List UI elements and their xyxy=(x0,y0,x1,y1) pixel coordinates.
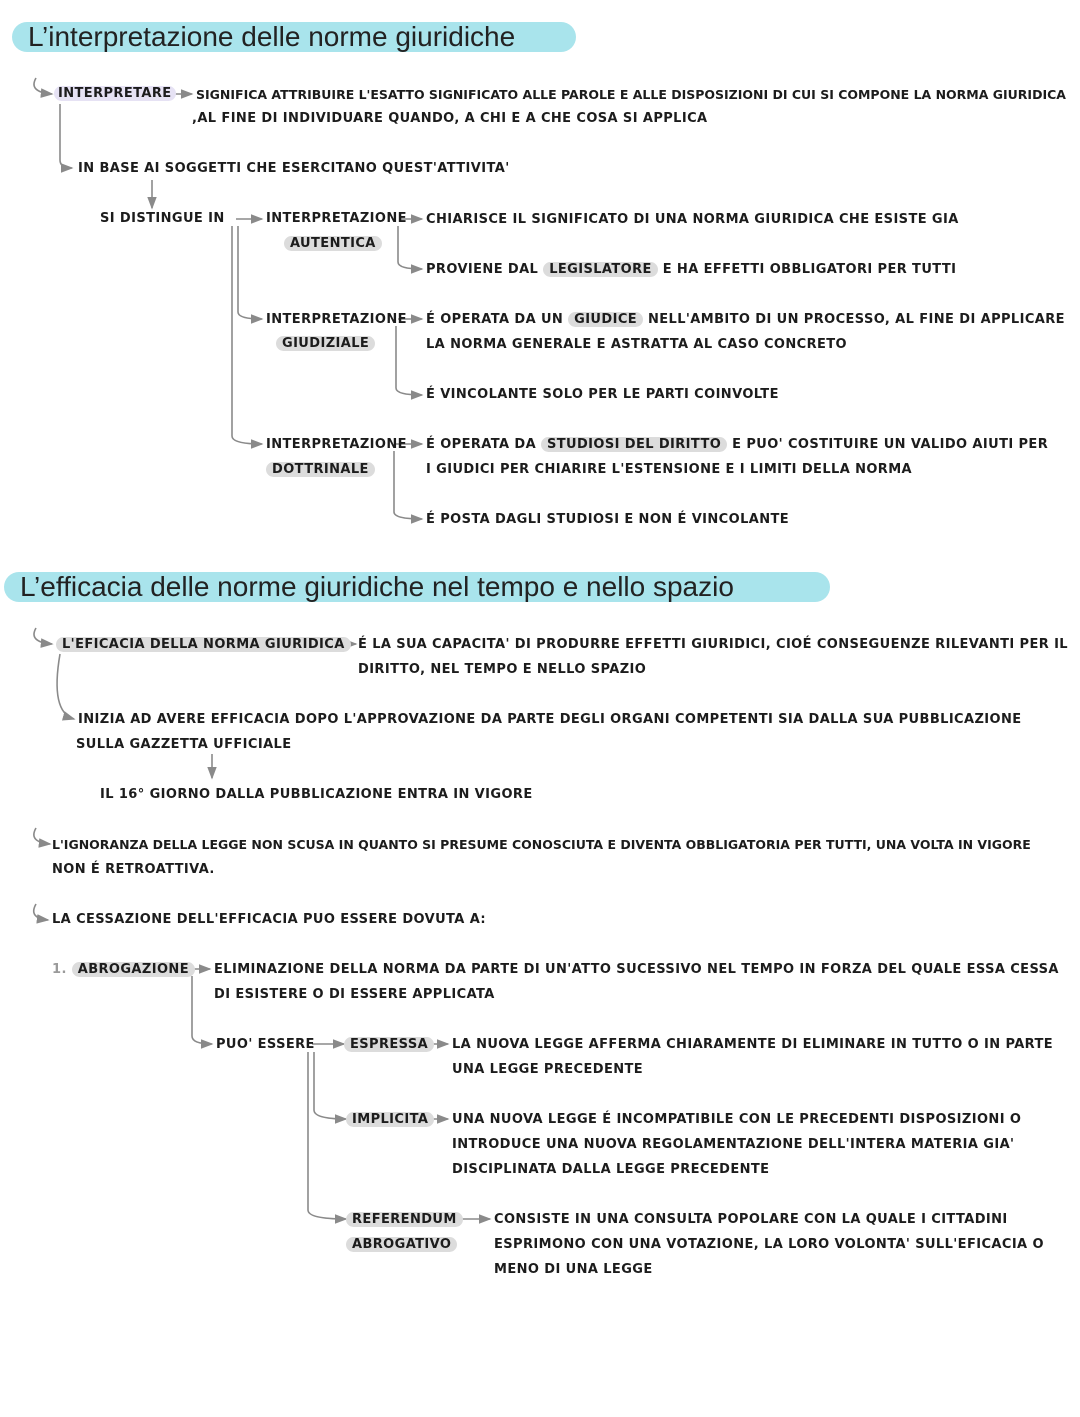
referendum-label1: REFERENDUM xyxy=(346,1207,463,1232)
ignoranza-line2: NON É RETROATTIVA. xyxy=(52,862,215,877)
implicita-line3: DISCIPLINATA DALLA LEGGE PRECEDENTE xyxy=(452,1162,770,1177)
giudiziale-point2: É VINCOLANTE SOLO PER LE PARTI COINVOLTE xyxy=(426,387,779,402)
referendum-line2: ESPRIMONO CON UNA VOTAZIONE, LA LORO VOLONTA' SULL'EFICACIA O xyxy=(494,1237,1044,1252)
inizia-line1: INIZIA AD AVERE EFFICACIA DOPO L'APPROVAZIONE DA PARTE DEGLI ORGANI COMPETENTI SIA DALLA SUA PUBBLICAZIONE xyxy=(78,712,1022,727)
implicita-label: IMPLICITA xyxy=(346,1107,434,1132)
interpretare-def-line2: ,AL FINE DI INDIVIDUARE QUANDO, A CHI E A CHE COSA SI APPLICA xyxy=(192,111,708,126)
interpretare-def-line1: SIGNIFICA ATTRIBUIRE L'ESATTO SIGNIFICATO ALLE PAROLE E ALLE DISPOSIZIONI DI CUI SI COMPONE LA NORMA GIURIDICA xyxy=(196,87,1066,102)
dottrinale-label1: INTERPRETAZIONE xyxy=(266,437,407,452)
inizia-line2: SULLA GAZZETTA UFFICIALE xyxy=(76,737,292,752)
implicita-line1: UNA NUOVA LEGGE É INCOMPATIBILE CON LE PRECEDENTI DISPOSIZIONI O xyxy=(452,1112,1022,1127)
section2-title: L’efficacia delle norme giuridiche nel tempo e nello spazio xyxy=(4,572,830,602)
soggetti-text: IN BASE AI SOGGETTI CHE ESERCITANO QUEST'ATTIVITA' xyxy=(78,161,510,176)
giudiziale-label2: GIUDIZIALE xyxy=(276,331,375,356)
espressa-label: ESPRESSA xyxy=(344,1032,434,1057)
dottrinale-point1-line2: I GIUDICI PER CHIARIRE L'ESTENSIONE E I LIMITI DELLA NORMA xyxy=(426,462,913,477)
giudiziale-point1: É OPERATA DA UN GIUDICE NELL'AMBITO DI UN PROCESSO, AL FINE DI APPLICARE xyxy=(426,312,1065,327)
efficacia-def-line2: DIRITTO, NEL TEMPO E NELLO SPAZIO xyxy=(358,662,647,677)
abrogazione-def-line2: DI ESISTERE O DI ESSERE APPLICATA xyxy=(214,987,495,1002)
autentica-label1: INTERPRETAZIONE xyxy=(266,211,407,226)
cessazione-text: LA CESSAZIONE DELL'EFFICACIA PUO ESSERE DOVUTA A: xyxy=(52,912,486,927)
dottrinale-point1: É OPERATA DA STUDIOSI DEL DIRITTO E PUO' COSTITUIRE UN VALIDO AIUTI PER xyxy=(426,437,1049,452)
ignoranza-line1: L'IGNORANZA DELLA LEGGE NON SCUSA IN QUANTO SI PRESUME CONOSCIUTA E DIVENTA OBBLIGATORIA PER TUTTI, UNA VOLTA IN VIGORE xyxy=(52,837,1031,852)
abrogazione-term: 1. ABROGAZIONE xyxy=(52,957,195,982)
autentica-point2: PROVIENE DAL LEGISLATORE E HA EFFETTI OBBLIGATORI PER TUTTI xyxy=(426,262,957,277)
interpretare-term: INTERPRETARE xyxy=(54,81,176,106)
implicita-line2: INTRODUCE UNA NUOVA REGOLAMENTAZIONE DELL'INTERA MATERIA GIA' xyxy=(452,1137,1015,1152)
section1-title: L’interpretazione delle norme giuridiche xyxy=(12,22,576,52)
efficacia-term: L'EFICACIA DELLA NORMA GIURIDICA xyxy=(56,632,351,657)
espressa-line1: LA NUOVA LEGGE AFFERMA CHIARAMENTE DI ELIMINARE IN TUTTO O IN PARTE xyxy=(452,1037,1054,1052)
referendum-line3: MENO DI UNA LEGGE xyxy=(494,1262,653,1277)
referendum-label2: ABROGATIVO xyxy=(346,1232,457,1257)
giudiziale-label1: INTERPRETAZIONE xyxy=(266,312,407,327)
referendum-line1: CONSISTE IN UNA CONSULTA POPOLARE CON LA QUALE I CITTADINI xyxy=(494,1212,1008,1227)
abrogazione-def-line1: ELIMINAZIONE DELLA NORMA DA PARTE DI UN'ATTO SUCESSIVO NEL TEMPO IN FORZA DEL QUALE ESSA CESSA xyxy=(214,962,1059,977)
distingue-text: SI DISTINGUE IN xyxy=(100,211,225,226)
giudiziale-point1-line2: LA NORMA GENERALE E ASTRATTA AL CASO CONCRETO xyxy=(426,337,848,352)
efficacia-def-line1: É LA SUA CAPACITA' DI PRODURRE EFFETTI GIURIDICI, CIOÉ CONSEGUENZE RILEVANTI PER IL xyxy=(358,637,1068,652)
autentica-label2: AUTENTICA xyxy=(284,231,382,256)
espressa-line2: UNA LEGGE PRECEDENTE xyxy=(452,1062,644,1077)
vigore-text: IL 16° GIORNO DALLA PUBBLICAZIONE ENTRA IN VIGORE xyxy=(100,787,533,802)
dottrinale-label2: DOTTRINALE xyxy=(266,457,375,482)
puo-essere-text: PUO' ESSERE xyxy=(216,1037,315,1052)
dottrinale-point2: É POSTA DAGLI STUDIOSI E NON É VINCOLANTE xyxy=(426,512,790,527)
autentica-point1: CHIARISCE IL SIGNIFICATO DI UNA NORMA GIURIDICA CHE ESISTE GIA xyxy=(426,212,959,227)
